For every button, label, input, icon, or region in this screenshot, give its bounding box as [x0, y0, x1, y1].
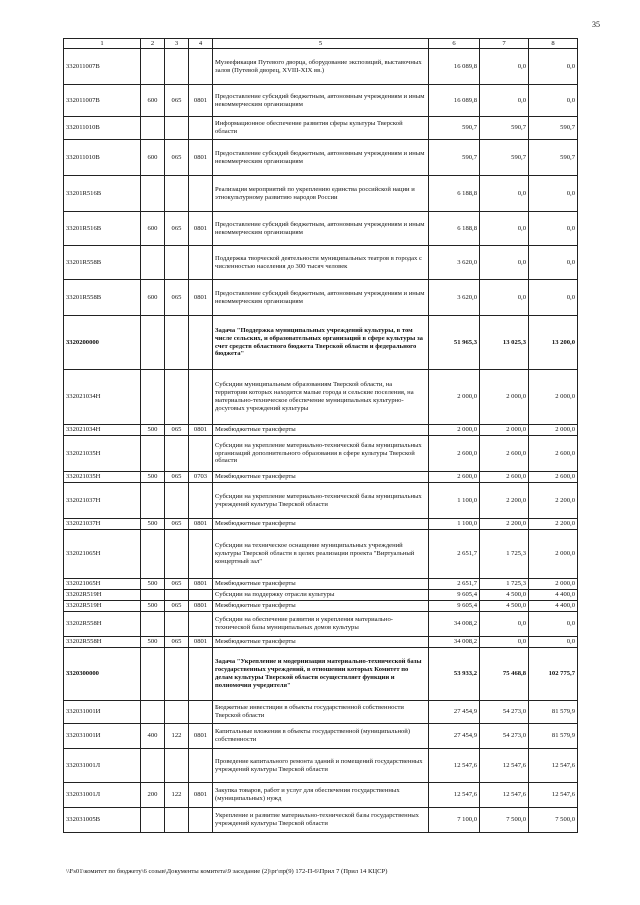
col-header-4: 4	[189, 39, 213, 49]
row-code: 33202R519Н	[64, 590, 141, 601]
row-name: Задача "Укрепление и модернизация материально-технической базы государственных учреждений, в отношении которых Комитет по делам культуры Тверской области осуществляет функции и полномочия учредителя"	[213, 648, 429, 701]
row-value-col6: 9 605,4	[429, 590, 480, 601]
table-row	[64, 601, 578, 612]
row-col4: 0801	[189, 280, 213, 316]
row-value-col6: 2 000,0	[429, 425, 480, 436]
row-col4	[189, 370, 213, 425]
row-code: 332031001И	[64, 724, 141, 749]
row-col3	[165, 808, 189, 833]
row-value-col6: 2 651,7	[429, 579, 480, 590]
row-value-col8: 0,0	[529, 280, 578, 316]
row-value-col8: 102 775,7	[529, 648, 578, 701]
row-col2: 200	[141, 783, 165, 808]
row-code: 3320200000	[64, 316, 141, 370]
row-value-col8: 12 547,6	[529, 749, 578, 783]
row-name: Закупка товаров, работ и услуг для обеспечения государственных (муниципальных) нужд	[213, 783, 429, 808]
row-value-col6: 16 089,8	[429, 49, 480, 85]
row-value-col7: 0,0	[480, 212, 529, 246]
row-col3	[165, 530, 189, 579]
page-number: 35	[592, 20, 600, 29]
row-col4: 0703	[189, 472, 213, 483]
row-col3	[165, 590, 189, 601]
table-row	[64, 724, 578, 749]
row-name: Субсидии на укрепление материально-технической базы муниципальных организаций дополнительного образования в сфере культуры Тверской области	[213, 436, 429, 472]
row-name: Межбюджетные трансферты	[213, 601, 429, 612]
row-code: 332021035Н	[64, 472, 141, 483]
row-col3: 122	[165, 724, 189, 749]
row-col4	[189, 701, 213, 724]
row-name: Межбюджетные трансферты	[213, 579, 429, 590]
table-row	[64, 316, 578, 370]
table-row	[64, 530, 578, 579]
row-code: 33202R558Н	[64, 612, 141, 637]
col-header-7: 7	[480, 39, 529, 49]
row-value-col7: 0,0	[480, 176, 529, 212]
row-value-col8: 2 000,0	[529, 425, 578, 436]
row-col3: 065	[165, 601, 189, 612]
row-value-col6: 6 188,8	[429, 176, 480, 212]
row-value-col8: 0,0	[529, 176, 578, 212]
row-code: 33202R558Н	[64, 637, 141, 648]
row-value-col7: 13 025,3	[480, 316, 529, 370]
row-col2: 600	[141, 212, 165, 246]
row-value-col6: 34 008,2	[429, 637, 480, 648]
row-value-col6: 2 600,0	[429, 472, 480, 483]
row-col4: 0801	[189, 212, 213, 246]
table-row	[64, 808, 578, 833]
row-code: 33201R516В	[64, 212, 141, 246]
row-code: 332011007В	[64, 49, 141, 85]
row-col3	[165, 749, 189, 783]
row-col3: 065	[165, 579, 189, 590]
row-value-col7: 4 500,0	[480, 590, 529, 601]
row-col3	[165, 483, 189, 519]
row-col2: 500	[141, 601, 165, 612]
row-value-col8: 2 200,0	[529, 519, 578, 530]
row-col2	[141, 246, 165, 280]
col-header-2: 2	[141, 39, 165, 49]
row-code: 33201R558В	[64, 246, 141, 280]
row-code: 332031001Л	[64, 749, 141, 783]
row-code: 332021037Н	[64, 483, 141, 519]
row-code: 332011010В	[64, 117, 141, 140]
row-value-col8: 0,0	[529, 49, 578, 85]
row-col3: 065	[165, 140, 189, 176]
row-col3	[165, 117, 189, 140]
header-row	[64, 39, 578, 49]
row-name: Предоставление субсидий бюджетным, автономным учреждениям и иным некоммерческим организациям	[213, 140, 429, 176]
row-col2: 500	[141, 519, 165, 530]
row-code: 3320300000	[64, 648, 141, 701]
row-value-col6: 2 651,7	[429, 530, 480, 579]
row-value-col8: 81 579,9	[529, 701, 578, 724]
row-value-col7: 2 600,0	[480, 472, 529, 483]
row-value-col6: 9 605,4	[429, 601, 480, 612]
row-col2	[141, 749, 165, 783]
table-row	[64, 579, 578, 590]
row-col3	[165, 49, 189, 85]
row-value-col7: 7 500,0	[480, 808, 529, 833]
row-value-col7: 75 468,8	[480, 648, 529, 701]
row-col2: 600	[141, 280, 165, 316]
row-value-col8: 0,0	[529, 85, 578, 117]
row-value-col6: 34 008,2	[429, 612, 480, 637]
row-value-col8: 2 600,0	[529, 436, 578, 472]
row-col4: 0801	[189, 783, 213, 808]
row-name: Бюджетные инвестиции в объекты государственной собственности Тверской области	[213, 701, 429, 724]
row-value-col8: 0,0	[529, 212, 578, 246]
row-value-col8: 0,0	[529, 246, 578, 280]
row-col2	[141, 49, 165, 85]
row-name: Поддержка творческой деятельности муниципальных театров в городах с численностью населения до 300 тысяч человек	[213, 246, 429, 280]
table-row	[64, 176, 578, 212]
col-header-8: 8	[529, 39, 578, 49]
row-col4	[189, 316, 213, 370]
table-row	[64, 637, 578, 648]
row-col3	[165, 370, 189, 425]
row-value-col6: 3 620,0	[429, 280, 480, 316]
row-col3: 065	[165, 472, 189, 483]
row-col2: 500	[141, 579, 165, 590]
row-col2: 600	[141, 140, 165, 176]
row-col4	[189, 590, 213, 601]
row-col4: 0801	[189, 140, 213, 176]
row-name: Музеефикация Путевого дворца, оборудование экспозиций, выставочных залов (Путевой дворец, XVIII-XIX вв.)	[213, 49, 429, 85]
row-value-col8: 2 000,0	[529, 530, 578, 579]
row-col3: 065	[165, 637, 189, 648]
row-value-col7: 0,0	[480, 49, 529, 85]
row-value-col6: 51 965,3	[429, 316, 480, 370]
row-name: Субсидии муниципальным образованиям Тверской области, на территории которых находятся малые города и сельские поселения, на материально-техническое обеспечение муниципальных культурно-досуговых учреждений культуры	[213, 370, 429, 425]
row-name: Предоставление субсидий бюджетным, автономным учреждениям и иным некоммерческим организациям	[213, 280, 429, 316]
row-col4	[189, 530, 213, 579]
row-name: Субсидии на техническое оснащение муниципальных учреждений культуры Тверской области в целях реализации проекта "Виртуальный концертный зал"	[213, 530, 429, 579]
row-col4: 0801	[189, 724, 213, 749]
row-col3	[165, 612, 189, 637]
table-row	[64, 483, 578, 519]
row-col2	[141, 316, 165, 370]
row-value-col7: 2 200,0	[480, 483, 529, 519]
row-code: 332031005В	[64, 808, 141, 833]
row-name: Задача "Поддержка муниципальных учреждений культуры, в том числе сельских, и образовательных организаций в сфере культуры за счет средств областного бюджета Тверской области и федерального бюджета"	[213, 316, 429, 370]
table-row	[64, 280, 578, 316]
row-col3: 065	[165, 519, 189, 530]
row-value-col8: 0,0	[529, 637, 578, 648]
budget-table	[63, 38, 578, 833]
col-header-3: 3	[165, 39, 189, 49]
row-value-col6: 3 620,0	[429, 246, 480, 280]
row-name: Межбюджетные трансферты	[213, 519, 429, 530]
row-name: Информационное обеспечение развития сферы культуры Тверской области	[213, 117, 429, 140]
row-col4	[189, 612, 213, 637]
row-col3: 065	[165, 425, 189, 436]
row-code: 332021065Н	[64, 579, 141, 590]
row-col4	[189, 483, 213, 519]
row-col4: 0801	[189, 425, 213, 436]
row-value-col7: 2 000,0	[480, 370, 529, 425]
row-col4: 0801	[189, 601, 213, 612]
row-value-col6: 1 100,0	[429, 483, 480, 519]
row-code: 332011007В	[64, 85, 141, 117]
row-col3: 065	[165, 212, 189, 246]
row-value-col7: 12 547,6	[480, 783, 529, 808]
row-value-col6: 16 089,8	[429, 85, 480, 117]
table-row	[64, 519, 578, 530]
row-col2	[141, 808, 165, 833]
row-code: 33201R558В	[64, 280, 141, 316]
row-value-col7: 2 600,0	[480, 436, 529, 472]
row-value-col6: 27 454,9	[429, 701, 480, 724]
row-value-col8: 4 400,0	[529, 590, 578, 601]
row-value-col7: 0,0	[480, 612, 529, 637]
table-row	[64, 590, 578, 601]
row-col3	[165, 648, 189, 701]
row-name: Укрепление и развитие материально-технической базы государственных учреждений культуры Тверской области	[213, 808, 429, 833]
row-col4: 0801	[189, 579, 213, 590]
row-value-col7: 2 000,0	[480, 425, 529, 436]
row-col2	[141, 701, 165, 724]
row-value-col8: 12 547,6	[529, 783, 578, 808]
row-col2	[141, 117, 165, 140]
row-value-col8: 13 200,0	[529, 316, 578, 370]
row-value-col8: 2 200,0	[529, 483, 578, 519]
row-value-col6: 590,7	[429, 140, 480, 176]
row-value-col8: 0,0	[529, 612, 578, 637]
row-name: Субсидии на обеспечение развития и укрепления материально-технической базы муниципальных домов культуры	[213, 612, 429, 637]
row-code: 332031001Л	[64, 783, 141, 808]
row-name: Предоставление субсидий бюджетным, автономным учреждениям и иным некоммерческим организациям	[213, 212, 429, 246]
table-row	[64, 246, 578, 280]
row-value-col7: 1 725,3	[480, 530, 529, 579]
row-value-col6: 53 933,2	[429, 648, 480, 701]
row-col3	[165, 436, 189, 472]
row-col4: 0801	[189, 85, 213, 117]
row-code: 33201R516В	[64, 176, 141, 212]
row-col2: 600	[141, 85, 165, 117]
row-value-col7: 54 273,0	[480, 724, 529, 749]
table-row	[64, 472, 578, 483]
row-code: 33202R519Н	[64, 601, 141, 612]
row-value-col8: 7 500,0	[529, 808, 578, 833]
table-row	[64, 436, 578, 472]
row-col4	[189, 436, 213, 472]
row-value-col7: 0,0	[480, 246, 529, 280]
row-value-col7: 590,7	[480, 140, 529, 176]
row-value-col6: 2 000,0	[429, 370, 480, 425]
row-col3	[165, 246, 189, 280]
row-col3: 122	[165, 783, 189, 808]
row-value-col7: 590,7	[480, 117, 529, 140]
row-col3	[165, 176, 189, 212]
table-body	[64, 49, 578, 833]
row-col4	[189, 176, 213, 212]
row-value-col7: 12 547,6	[480, 749, 529, 783]
row-name: Межбюджетные трансферты	[213, 637, 429, 648]
row-value-col6: 590,7	[429, 117, 480, 140]
row-value-col7: 0,0	[480, 637, 529, 648]
row-code: 332021065Н	[64, 530, 141, 579]
row-name: Реализация мероприятий по укреплению единства российской нации и этнокультурному развитию народов России	[213, 176, 429, 212]
row-value-col7: 0,0	[480, 85, 529, 117]
row-code: 332011010В	[64, 140, 141, 176]
row-col2	[141, 530, 165, 579]
table-row	[64, 701, 578, 724]
row-col2	[141, 436, 165, 472]
row-value-col8: 81 579,9	[529, 724, 578, 749]
row-name: Межбюджетные трансферты	[213, 472, 429, 483]
row-value-col6: 12 547,6	[429, 749, 480, 783]
row-value-col7: 54 273,0	[480, 701, 529, 724]
row-col2	[141, 370, 165, 425]
row-col2	[141, 176, 165, 212]
table-row	[64, 648, 578, 701]
col-header-1: 1	[64, 39, 141, 49]
table-row	[64, 117, 578, 140]
row-col4: 0801	[189, 637, 213, 648]
row-value-col7: 0,0	[480, 280, 529, 316]
row-value-col6: 12 547,6	[429, 783, 480, 808]
row-value-col7: 2 200,0	[480, 519, 529, 530]
row-name: Межбюджетные трансферты	[213, 425, 429, 436]
row-value-col6: 7 100,0	[429, 808, 480, 833]
row-col3	[165, 316, 189, 370]
row-value-col6: 2 600,0	[429, 436, 480, 472]
table-row	[64, 85, 578, 117]
row-col4	[189, 49, 213, 85]
table-row	[64, 425, 578, 436]
row-code: 332021034Н	[64, 425, 141, 436]
row-code: 332021037Н	[64, 519, 141, 530]
row-name: Капитальные вложения в объекты государственной (муниципальной) собственности	[213, 724, 429, 749]
row-col2	[141, 590, 165, 601]
row-value-col8: 4 400,0	[529, 601, 578, 612]
table-row	[64, 749, 578, 783]
table-row	[64, 140, 578, 176]
row-code: 332021035Н	[64, 436, 141, 472]
row-value-col8: 2 600,0	[529, 472, 578, 483]
row-value-col8: 590,7	[529, 117, 578, 140]
row-value-col8: 590,7	[529, 140, 578, 176]
row-col3: 065	[165, 280, 189, 316]
row-name: Субсидии на укрепление материально-технической базы муниципальных учреждений культуры Тверской области	[213, 483, 429, 519]
row-name: Предоставление субсидий бюджетным, автономным учреждениям и иным некоммерческим организациям	[213, 85, 429, 117]
table-row	[64, 212, 578, 246]
table-row	[64, 49, 578, 85]
row-name: Субсидии на поддержку отрасли культуры	[213, 590, 429, 601]
row-col3	[165, 701, 189, 724]
row-col2: 400	[141, 724, 165, 749]
row-col4	[189, 749, 213, 783]
row-col2: 500	[141, 472, 165, 483]
col-header-5: 5	[213, 39, 429, 49]
row-value-col7: 4 500,0	[480, 601, 529, 612]
row-col2	[141, 612, 165, 637]
table-row	[64, 612, 578, 637]
row-col3: 065	[165, 85, 189, 117]
table-row	[64, 783, 578, 808]
row-col2	[141, 483, 165, 519]
row-value-col6: 1 100,0	[429, 519, 480, 530]
row-col4	[189, 117, 213, 140]
table-row	[64, 370, 578, 425]
row-value-col6: 27 454,9	[429, 724, 480, 749]
row-code: 332021034Н	[64, 370, 141, 425]
row-name: Проведение капитального ремонта зданий и помещений государственных учреждений культуры Тверской области	[213, 749, 429, 783]
row-code: 332031001И	[64, 701, 141, 724]
footer-file-path: \\Fs01\комитет по бюджету\6 созыв\Документы комитета\9 заседание (2)\рг\пр(9) 172-П-6\Прил 7 (Прил 14 КЦСР)	[66, 868, 388, 875]
row-col2: 500	[141, 425, 165, 436]
row-value-col8: 2 000,0	[529, 579, 578, 590]
row-col4	[189, 808, 213, 833]
row-col4	[189, 246, 213, 280]
row-col4: 0801	[189, 519, 213, 530]
row-value-col8: 2 000,0	[529, 370, 578, 425]
row-col2: 500	[141, 637, 165, 648]
row-value-col7: 1 725,3	[480, 579, 529, 590]
col-header-6: 6	[429, 39, 480, 49]
row-col2	[141, 648, 165, 701]
row-col4	[189, 648, 213, 701]
row-value-col6: 6 188,8	[429, 212, 480, 246]
